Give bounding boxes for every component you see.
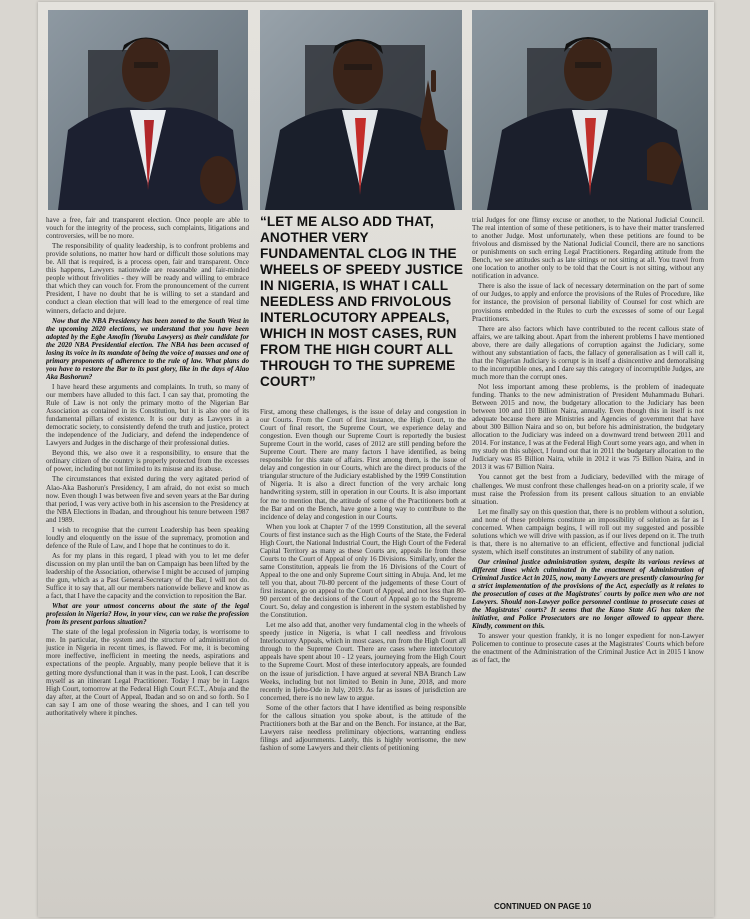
article-paragraph: First, among these challenges, is the issue of delay and congestion in our Courts. From the Court of first instance, the High Court, to the Court of final resort, the Supreme Court, we experience delay and congestion. Even though our Supreme Court is reportedly the busiest Supreme Court in the world, cases of 2012 are still pending before the Supreme Court. There are many factors I have identified, as being responsible for this state of affairs. First among them, is the issue of delay and congestion in our Courts, which are the direct products of the triangular structure of the Judiciary established by the 1999 Constitution of Nigeria. It is also a direct function of the very archaic long handwriting system, still in operation in our Courts. It is also important for me to mention that, the attitude of some of the Practitioners both at the Bar and on the Bench, have gone a long way to contribute to the incidence of delay and congestion in our Courts. (260, 408, 466, 521)
article-column-left (46, 216, 249, 914)
interview-question: Now that the NBA Presidency has been zoned to the South West in the upcoming 2020 elections, we understand that you have been adopted by the Egbe Amofin (Yoruba Lawyers) as their candidate for the 2020 NBA Presidential election. The NBA has been accused of losing its voice in its mandate of being the voice of masses and one of primary proponents of adherence to the rule of law. What plans do you have to restore the Bar to its past glory, like in the days of Alao Aka Bashorun? (46, 316, 249, 381)
interview-photo-middle (260, 10, 462, 210)
pull-quote: “LET ME ALSO ADD THAT, ANOTHER VERY FUNDAMENTAL CLOG IN THE WHEELS OF SPEEDY JUSTICE IN NIGERIA, IS WHAT I CALL NEEDLESS AND FRIVOLOUS INTERLOCUTORY APPEALS, WHICH IN MOST CASES, RUN FROM THE HIGH COURT ALL THROUGH TO THE SUPREME COURT” (260, 214, 464, 389)
article-paragraph: When you look at Chapter 7 of the 1999 Constitution, all the several Courts of first instance such as the High Courts of the State, the Federal High Court, the National Industrial Court, the High Court of the Federal Capital Territory as many as these Courts are, appeals lie from these Courts to the Court of Appeal of only 16 Divisions. Similarly, under the same Constitution, appeals lie from the 16 Divisions of the Court of Appeal to the one and only Supreme Court sitting in Abuja. And, let me tell you that, about 70-80 percent of the judgements of these Court of first instance, go on appeal to the Court of Appeal, and not less than 80-90 percent of the decisions of the Court of Appeal go to the Supreme Court. So, delay and congestion is inherent in the system established by the Constitution. (260, 522, 466, 620)
interview-question: What are your utmost concerns about the state of the legal profession in Nigeria? How, in your view, can we raise the profession from its present parlous situation? (46, 602, 249, 627)
continued-on-page-label: CONTINUED ON PAGE 10 (494, 902, 592, 911)
article-paragraph: The responsibility of quality leadership, is to confront problems and provide solutions, no matter how hard or difficult those solutions may be. All that is required, is a process open, fair and transparent. Once this happens, Lawyers nationwide are reasonable and fair-minded people without frivolities - they will be ready and willing to embrace that which they can vouch for. From the pronouncement of the current President, I have no doubt that he is willing to set a standard and conduct a clean election that will lead to the emergence of real time winners, defacto and dejure. (46, 242, 249, 315)
article-paragraph: You cannot get the best from a Judiciary, bedevilled with the mirage of challenges. We must confront these challenges head-on on a priority scale, if we must raise the Profession from its present callous situation to an enviable situation. (472, 473, 704, 506)
article-paragraph: Let me finally say on this question that, there is no problem without a solution, and none of these problems constitute an impossibility of solution as far as I concerned. When campaign begins, I will roll out my suggested and possible solutions which we will drive with passion, as if our lives depend on it. The truth is that, there is no alternative to an efficient, effective and functional judicial system, which itself constitutes an instrument of stability of any nation. (472, 507, 704, 556)
article-paragraph: I have heard these arguments and complaints. In truth, so many of our members have alluded to this fact. I can say that, promoting the Rule of Law is not only the primary motto of the Nigerian Bar Association as contained in its Constitution, but it is also one of its fundamental pillars of existence. It is our duty as Lawyers in a democratic society, to consistently defend the truth and justice, protect the independence of the Judiciary, and defend the independence of Lawyers and Judges in the discharge of their professional duties. (46, 382, 249, 448)
interview-photo-right (472, 10, 708, 210)
article-paragraph: Not less important among these problems, is the problem of inadequate funding. Thanks to the new administration of President Muhammadu Buhari. Between 2015 and now, the budgetary allocation to the Judiciary has been between 100 and 110 Billion Naira, annually. Even though this in itself is not adequate because there are Ministries and Agencies of government that have about 300 Billion Naira and so on, but before his administration, the budgetary allocation to the Judiciary was indeed on a downward trend between 2011 and 2014. For instance, I was at the Federal High Court some years ago, and when in my study on this subject, I found out that in 2011 the budgetary allocation to the Judiciary was 85 Billion Naira, while in 2012 it was 75 Billion Naira, and in 2013 it was 67 Billion Naira. (472, 382, 704, 472)
article-paragraph: The circumstances that existed during the very agitated period of Alao-Aka Bashorun's Presidency, I am afraid, do not exist so much now. Even though I was between five and seven years at the Bar during that period, I was very active both in his ascension to the Presidency at the NBA Elections in Ibadan, and throughout his tenure between 1987 and 1989. (46, 475, 249, 524)
article-paragraph: There is also the issue of lack of necessary determination on the part of some of our Judges, to apply and enforce the provisions of the Rules of Procedure, like for instance, the provision of personal liability of Counsel for cost which are provisions embedded in the Rules to curb the excesses of some of our Legal Practitioners. (472, 282, 704, 323)
article-paragraph: To answer your question frankly, it is no longer expedient for non-Lawyer Policemen to continue to prosecute cases at the Magistrates' Courts which before the enactment of the Administration of the Criminal Justice Act in 2015 I know as of fact, the (472, 632, 704, 665)
article-paragraph: As for my plans in this regard, I plead with you to let me defer discussion on my plan until the ban on Campaign has been lifted by the leadership of the Association, otherwise I might be accused of jumping the gun, which as a Past General-Secretary of the Bar, I will not do. Suffice it to say that, all our members nationwide believe and know as a fact, that I have the capacity and the conviction to reposition the Bar. (46, 551, 249, 601)
article-paragraph: The state of the legal profession in Nigeria today, is worrisome to me. In particular, the system and the structure of administration of justice in Nigeria in recent times, is flawed. For me, it is becoming more ineffective, inefficient in meeting the needs, aspirations and expectations of the people. Arguably, many people believe that it is getting more dysfunctional than it was in the past. Look, I can describe myself as an itinerant Legal Practitioner. Today I may be in Lagos High Court, tomorrow at the Federal High Court F.C.T., Abuja and the day after, at the Court of Appeal, Ibadan and so on and so forth. So I can say I am one of those wearing the shoes, and I can tell you authoritatively where it pinches. (46, 628, 249, 717)
article-paragraph: Let me also add that, another very fundamental clog in the wheels of speedy justice in Nigeria, is what I call needless and frivolous Interlocutory Appeals, which in most cases, run from the High Court all through to the Supreme Court. There are cases where interlocutory appeals have spent about 10 - 12 years, journeying from the High Court to the Supreme Court. Most of these interlocutory appeals, are founded on the issue of jurisdiction. I have argued at several NBA Branch Law Weeks, including but not limited to Benin in June, 2018, and more recently in Ijebu-Ode in July, 2019. As far as issues of jurisdiction are concerned, there is no new law to argue. (260, 621, 466, 702)
interview-question: Our criminal justice administration system, despite its various reviews at different times which culminated in the enactment of Administration of Criminal Justice Act in 2015, now, many Lawyers are presently clamouring for a strict implementation of the provisions of the Act, especially as it relates to the prosecution of cases at the Magistrates' courts by police men who are not Lawyers. Should non-Lawyer police personnel continue to prosecute cases at the Magistrates' courts? It seems that the Kano State AG has taken the initiative, and Police Prosecutors are no longer allowed to appear there. Kindly, comment on this. (472, 557, 704, 631)
article-paragraph: There are also factors which have contributed to the recent callous state of affairs, we are talking about. Apart from the inherent problems I have mentioned above, there are daily allegations of corruption against the Judiciary, some without any substantiation of facts, the fallacy of generalisation as I will call it, that the Nigerian Judiciary is corrupt is in itself a disincentive and demoralising to the incorruptible ones, and I dare say this category of incorruptible Judges, are much more than the corrupt ones. (472, 324, 704, 381)
article-column-right (472, 216, 704, 900)
article-paragraph: I wish to recognise that the current Leadership has been speaking loudly and eloquently on the issue of the supremacy, promotion and defence of the Rule of Law, and I hope that he continues to do it. (46, 525, 249, 550)
magazine-page (38, 2, 714, 917)
article-paragraph: Beyond this, we also owe it a responsibility, to ensure that the ordinary citizen of the country is properly protected from the excesses of power, including but not limited to its misuse and its abuse. (46, 449, 249, 474)
interview-photo-left (48, 10, 248, 210)
article-column-middle (260, 408, 466, 914)
article-paragraph: Some of the other factors that I have identified as being responsible for the callous situation you spoke about, is the attitude of the Practitioners both at the Bar and on the Bench. For instance, at the Bar, Lawyers raise needless preliminary objections, warranting endless filings and adjournments. Lately, this is highly worrisome, the new fashion of some Lawyers and their clients of petitioning (260, 703, 466, 752)
article-paragraph: trial Judges for one flimsy excuse or another, to the National Judicial Council. The real intention of some of these petitioners, is to have their matter transferred to another Judge. Most unfortunately, when these petitions are found to be frivolous and dismissed by the National Judicial Council, there are no sanctions or punishments on such erring Legal Practitioners. Regarding attitude from the Bench, we see attitudes such as late sittings or not sitting at all. You travel from one location to another only to be told that the Court is not sitting, without any notification in advance. (472, 216, 704, 281)
article-paragraph: have a free, fair and transparent election. Once people are able to vouch for the integrity of the process, such complaints, litigations and controversies, will be no more. (46, 216, 249, 241)
